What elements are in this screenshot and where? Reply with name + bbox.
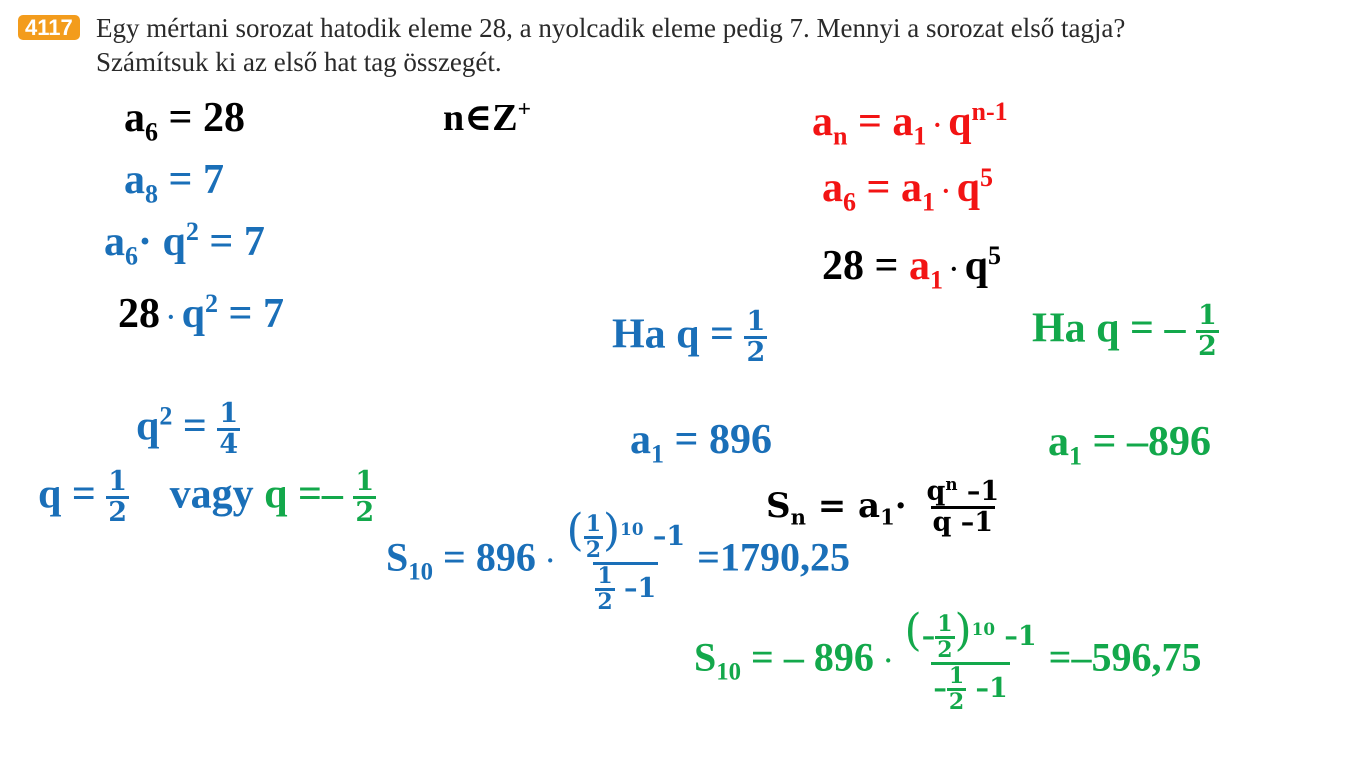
given-a6: $a_6 = 28$ (124, 95, 245, 147)
given-a8: $a_8 = 7$ (124, 157, 224, 209)
case-positive-label: Ha q = $\frac{1}{2}$ (612, 306, 766, 369)
domain-note: n∈Z+ (443, 96, 532, 139)
formula-28: $28 = a_1 \cdot q^5$ (822, 241, 1001, 295)
step-q2-quarter: $q^2$ = $\frac{1}{4}$ (136, 398, 239, 461)
s10-negative: $S_{10}$ = – 896 · (– $\frac{1}{2}$ )$^{10}$ –1 – $\frac{1}{2}$ –1 =–596,75 (694, 605, 1202, 716)
step-q-solutions: q = $\frac{1}{2}$ vagy q =– $\frac{1}{2}$ (38, 466, 375, 529)
sum-formula: $S_n = a_1\cdot$ $\frac{q^n -1}{q -1}$ (766, 474, 1000, 539)
case-positive-a1: $a_1 = 896$ (630, 417, 772, 469)
case-negative-label: Ha q = – $\frac{1}{2}$ (1032, 300, 1217, 363)
problem-line-1: Egy mértani sorozat hatodik eleme 28, a nyolcadik eleme pedig 7. Mennyi a sorozat első tagja? (96, 13, 1126, 43)
problem-header (18, 14, 80, 42)
case-negative-a1: $a_1 = -896$ (1048, 419, 1211, 471)
s10-positive: $S_{10} = 896$ · ( $\frac{1}{2}$ )$^{10}$ –1 $\frac{1}{2}$ –1 =1790,25 (386, 505, 850, 616)
formula-a6: $a_6 = a_1 \cdot q^5$ (822, 163, 994, 217)
step-a6-q2: $a_6\cdot q^2 = 7$ (104, 217, 265, 271)
problem-number-badge: 4117 (18, 15, 80, 40)
problem-line-2: Számítsuk ki az első hat tag összegét. (96, 47, 502, 77)
formula-an: $a_n = a_1 \cdot q^{n-1}$ (812, 97, 1008, 151)
step-28-q2: $28 \cdot q^2 = 7$ (118, 289, 284, 337)
